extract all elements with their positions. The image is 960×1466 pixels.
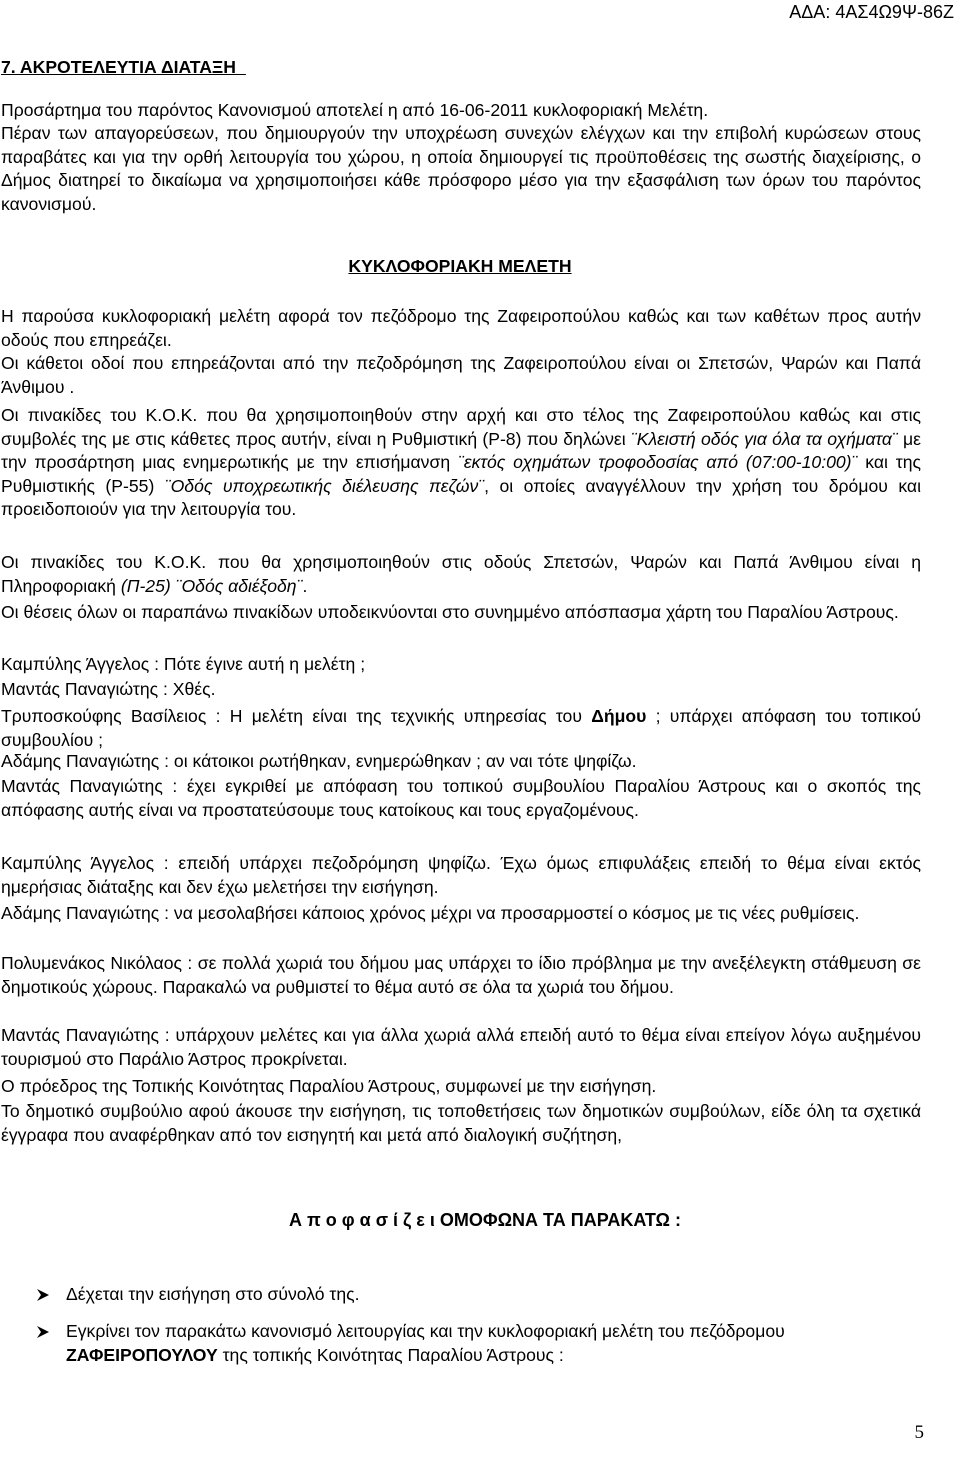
p3-italic-closed-road: ¨Κλειστή οδός για όλα τα οχήματα¨ (630, 428, 898, 449)
arrowhead-bullet-icon (36, 1325, 50, 1339)
p3-italic-pedestrian-only: ¨Οδός υποχρεωτικής διέλευσης πεζών¨ (164, 475, 485, 496)
page-number: 5 (914, 1422, 924, 1443)
decision-item-1-text: Δέχεται την εισήγηση στο σύνολό της. (66, 1284, 360, 1304)
traffic-study-title: ΚΥΚΛΟΦΟΡΙΑΚΗ ΜΕΛΕΤΗ (348, 256, 572, 276)
statement-adamis-1: Αδάμης Παναγιώτης : οι κάτοικοι ρωτήθηκαν, ενημερώθηκαν ; αν ναι τότε ψηφίζω. (1, 751, 637, 771)
p8-text-a: Τρυποσκούφης Βασίλειος : Η μελέτη είναι της τεχνικής υπηρεσίας του (1, 706, 592, 726)
statement-mantas-1: Μαντάς Παναγιώτης : Χθές. (1, 679, 216, 699)
section-title-text: 7. ΑΚΡΟΤΕΛΕΥΤΙΑ ΔΙΑΤΑΞΗ (1, 57, 236, 77)
p8-text-b: ; υπάρχει απόφαση του τοπικού συμβουλίου ; (1, 706, 921, 750)
decision-item-2-text-a: Εγκρίνει τον παρακάτω κανονισμό λειτουργίας και την κυκλοφοριακή μελέτη του πεζόδρομου (66, 1321, 785, 1341)
p4-text-a: Οι πινακίδες του Κ.Ο.Κ. που θα χρησιμοποιηθούν στις οδούς Σπετσών, Ψαρών και Παπά Άνθιμου είναι η Πληροφοριακή (1, 552, 921, 596)
p3-italic-supply-hours: ¨εκτός οχημάτων τροφοδοσίας από (07:00-10:00)¨ (458, 452, 858, 472)
paragraph-cross-streets: Οι κάθετοι οδοί που επηρεάζονται από την πεζοδρόμηση της Ζαφειροπούλου είναι οι Σπετσών, Ψαρών και Παπά Άνθιμου . (1, 353, 921, 397)
decision-list (36, 1283, 896, 1307)
statement-trypos (1, 705, 921, 752)
p3-text-a: Οι πινακίδες του Κ.Ο.Κ. που θα χρησιμοποιηθούν στην αρχή και στο τέλος της Ζαφειροπούλου καθώς και στις συμβολές της με στις κάθετες προς αυτήν, είναι η Ρυθμιστική (Ρ-8) που δηλώνει (1, 405, 921, 449)
p4-italic-dead-end: (Π-25) ¨Οδός αδιέξοδη¨ (120, 575, 303, 596)
decision-item-2-text-b: της τοπικής Κοινότητας Παραλίου Άστρους : (217, 1344, 564, 1365)
arrowhead-bullet-icon (36, 1288, 50, 1302)
statement-mantas-2: Μαντάς Παναγιώτης : έχει εγκριθεί με απόφαση του τοπικού συμβουλίου Παραλίου Άστρους και ο σκοπός της απόφασης αυτής είναι να προστατεύσουμε τους κατοίκους και τους εργαζομένους. (1, 776, 921, 820)
statement-kampylis-1: Καμπύλης Άγγελος : Πότε έγινε αυτή η μελέτη ; (1, 654, 366, 674)
p8-bold-dimou: Δήμου (591, 706, 647, 726)
paragraph-study-scope: Η παρούσα κυκλοφοριακή μελέτη αφορά τον πεζόδρομο της Ζαφειροπούλου καθώς και των καθέτων προς αυτήν οδούς που επηρεάζει. (1, 306, 921, 350)
decision-item-2-bold-street: ΖΑΦΕΙΡΟΠΟΥΛΟΥ (66, 1344, 218, 1365)
p3-text-c: και της Ρυθμιστικής (Ρ-55) (1, 452, 921, 496)
paragraph-signs-cross-streets (1, 551, 921, 598)
section-title (1, 57, 246, 78)
intro-paragraph-1: Προσάρτημα του παρόντος Κανονισμού αποτελεί η από 16-06-2011 κυκλοφοριακή Μελέτη. (1, 100, 709, 120)
statement-president: Ο πρόεδρος της Τοπικής Κοινότητας Παραλίου Άστρους, συμφωνεί με την εισήγηση. (1, 1076, 657, 1096)
statement-kampylis-2: Καμπύλης Άγγελος : επειδή υπάρχει πεζοδρόμηση ψηφίζω. Έχω όμως επιφυλάξεις επειδή το θέμα είναι εκτός ημερήσιας διάταξης και δεν έχω μελετήσει την εισήγηση. (1, 853, 921, 897)
statement-adamis-2: Αδάμης Παναγιώτης : να μεσολαβήσει κάποιος χρόνος μέχρι να προσαρμοστεί ο κόσμος με τις νέες ρυθμίσεις. (1, 903, 860, 923)
p3-text-d: , οι οποίες αναγγέλλουν την χρήση του δρόμου και προειδοποιούν για την λειτουργία του. (1, 475, 921, 519)
ada-code: ΑΔΑ: 4ΑΣ4Ω9Ψ-86Ζ (789, 2, 954, 22)
p4-text-b: . (302, 575, 308, 596)
council-paragraph: Το δημοτικό συμβούλιο αφού άκουσε την εισήγηση, τις τοποθετήσεις των δημοτικών συμβούλων, είδε όλη τα σχετικά έγγραφα που αναφέρθηκαν από τον εισηγητή και μετά από διαλογική συζήτηση, (1, 1101, 921, 1145)
decision-heading: Α π ο φ α σ ί ζ ε ι ΟΜΟΦΩΝΑ ΤΑ ΠΑΡΑΚΑΤΩ : (288, 1210, 681, 1230)
p3-text-b: με την προσάρτηση μιας ενημερωτικής με την επισήμανση (1, 428, 921, 472)
decision-list-2 (36, 1320, 896, 1367)
paragraph-sign-positions: Οι θέσεις όλων οι παραπάνω πινακίδων υποδεικνύονται στο συνημμένο απόσπασμα χάρτη του Παραλίου Άστρους. (1, 602, 899, 622)
intro-paragraph-2: Πέραν των απαγορεύσεων, που δημιουργούν την υποχρέωση συνεχών ελέγχων και την επιβολή κυρώσεων στους παραβάτες και για την ορθή λειτουργία του χώρου, η οποία δημιουργεί τις προϋποθέσεις της σωστής διαχείρισης, ο Δήμος διατηρεί το δικαίωμα να χρησιμοποιήσει κάθε πρόσφορο μέσο για την εξασφάλιση των όρων του παρόντος κανονισμού. (1, 123, 921, 214)
decision-item-1 (36, 1283, 896, 1307)
paragraph-signs-zafeiropoulou (1, 404, 921, 522)
decision-item-2 (36, 1320, 896, 1367)
statement-mantas-3: Μαντάς Παναγιώτης : υπάρχουν μελέτες και για άλλα χωριά αλλά επειδή αυτό το θέμα είναι επείγον λόγω αυξημένου τουρισμού στο Παράλιο Άστρος προκρίνεται. (1, 1025, 921, 1069)
statement-polymenakos: Πολυμενάκος Νικόλαος : σε πολλά χωριά του δήμου μας υπάρχει το ίδιο πρόβλημα με την ανεξέλεγκτη στάθμευση σε δημοτικούς χώρους. Παρακαλώ να ρυθμιστεί το θέμα αυτό σε όλα τα χωριά του δήμου. (1, 953, 921, 997)
